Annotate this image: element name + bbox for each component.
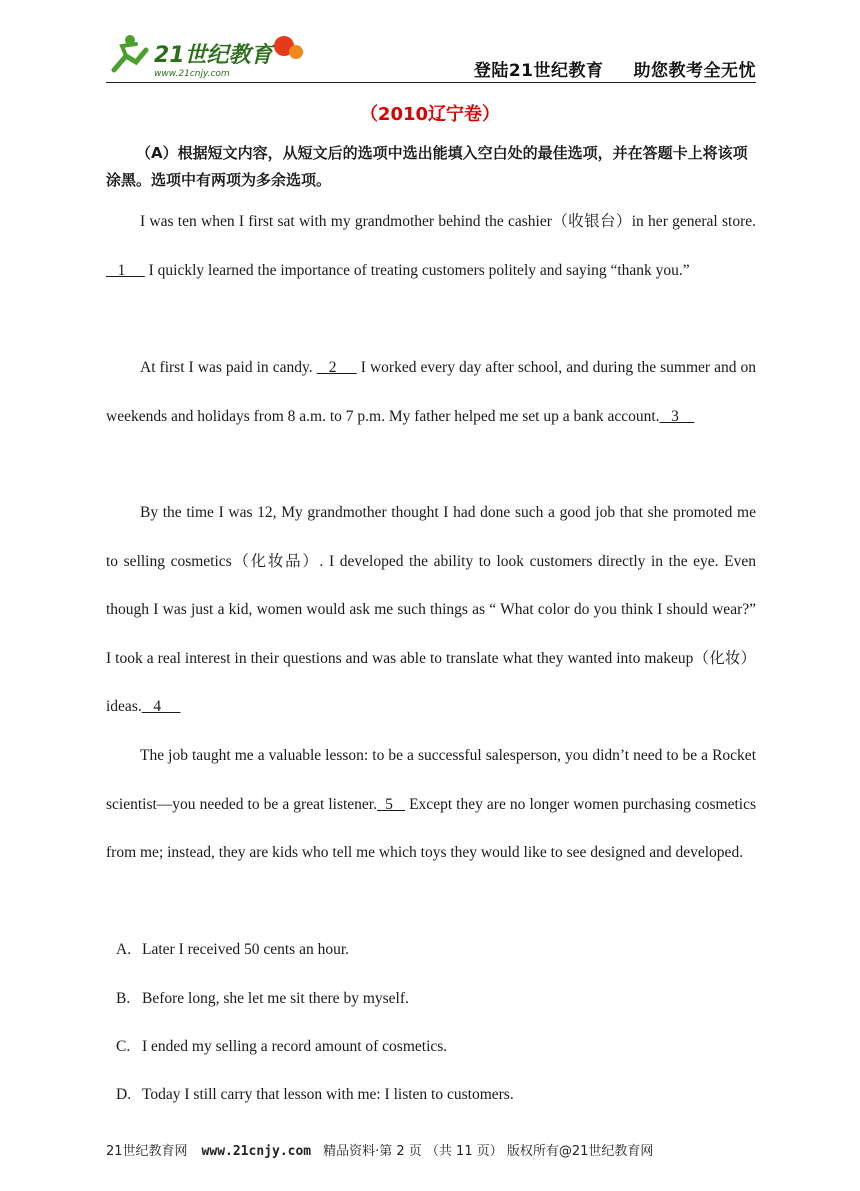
site-logo xyxy=(106,30,306,80)
slogan-left: 登陆21世纪教育 xyxy=(473,61,604,81)
option-c: C. I ended my selling a record amount of cosmetics. xyxy=(116,1038,448,1055)
blank-1: 1 xyxy=(106,261,145,279)
footer-info: 精品资料·第 2 页 （共 11 页） 版权所有@21世纪教育网 xyxy=(323,1144,654,1159)
slogan-right: 助您教考全无忧 xyxy=(633,61,756,81)
paragraph-3: By the time I was 12, My grandmother thought I had done such a good job that she promoted me to selling cosmetics（化妆品）. I developed the ability to look customers directly in the eye. Even though I was just a kid, women would ask me such things as “ What color do you think I should wear?” I took a real interest in their questions and was able to translate what they wanted into makeup（化妆）ideas. 4 xyxy=(106,504,756,715)
blank-2: 2 xyxy=(316,359,357,376)
option-d: D. Today I still carry that lesson with me: I listen to customers. xyxy=(116,1086,514,1103)
runner-logo-icon xyxy=(106,30,306,80)
page-title: （2010辽宁卷） xyxy=(359,104,501,125)
blank-5: 5 xyxy=(376,795,406,813)
header-slogan xyxy=(474,56,756,81)
header-divider xyxy=(106,82,756,83)
svg-text:www.21cnjy.com: www.21cnjy.com xyxy=(154,69,230,79)
footer-url[interactable]: www.21cnjy.com xyxy=(201,1144,312,1159)
instruction-text: （A）根据短文内容，从短文后的选项中选出能填入空白处的最佳选项，并在答题卡上将该项涂黑。选项中有两项为多余选项。 xyxy=(106,144,748,189)
paragraph-1: I was ten when I first sat with my grandmother behind the cashier（收银台）in her general store. 1 I quickly learned the importance of treating customers politely and saying “thank you.” xyxy=(106,213,756,279)
footer-site: 21世纪教育网 xyxy=(106,1144,188,1159)
option-a: A. Later I received 50 cents an hour. xyxy=(116,941,350,958)
svg-text:21世纪教育: 21世纪教育 xyxy=(154,43,273,68)
page-header xyxy=(106,30,756,82)
paragraph-4: The job taught me a valuable lesson: to be a successful salesperson, you didn’t need to be a Rocket scientist—you needed to be a great listener. 5 Except they are no longer women purchasing cosmetics from me; instead, they are kids who tell me which toys they would like to see designed and developed. xyxy=(106,747,757,861)
blank-3: 3 xyxy=(659,407,695,425)
paragraph-2: At first I was paid in candy. 2 I worked every day after school, and during the summer and on weekends and holidays from 8 a.m. to 7 p.m. My father helped me set up a bank account. 3 xyxy=(106,359,757,425)
blank-4: 4 xyxy=(141,698,181,715)
page-footer xyxy=(106,1140,653,1159)
option-b: B. Before long, she let me sit there by myself. xyxy=(116,990,409,1007)
